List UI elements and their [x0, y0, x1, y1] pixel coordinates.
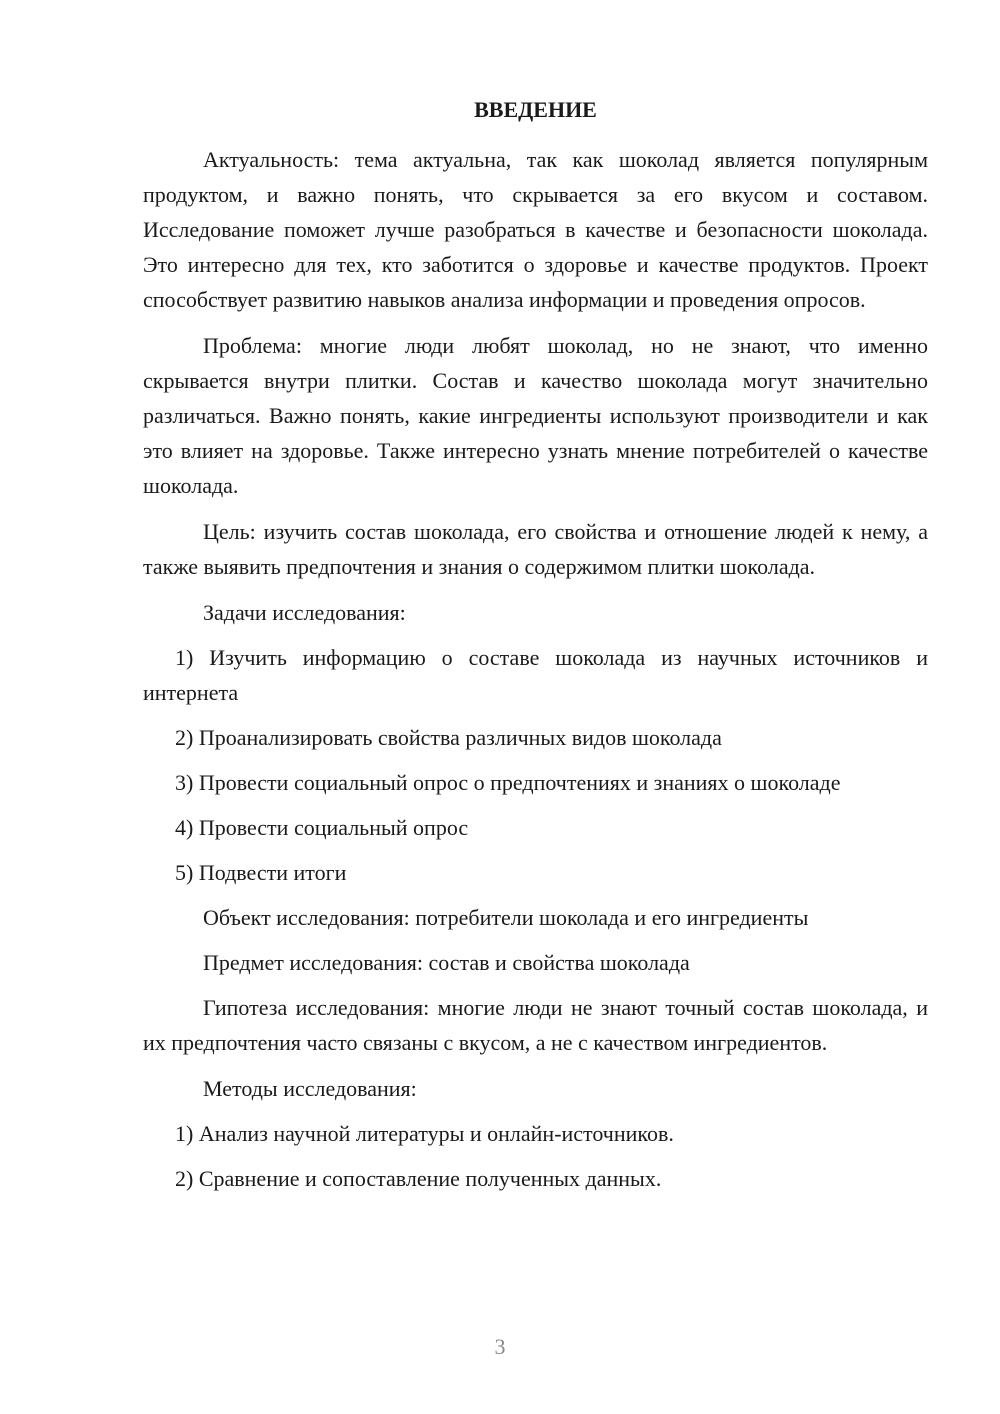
task-item: 3) Провести социальный опрос о предпочтениях и знаниях о шоколаде: [175, 770, 841, 795]
problem-paragraph: Проблема: многие люди любят шоколад, но не знают, что именно скрывается внутри плитки. Состав и качество шоколада могут значительно различаться. Важно понять, какие ингредиенты используют производители и как это влияет на здоровье. Также интересно узнать мнение потребителей о качестве шоколада.: [143, 333, 928, 498]
document-page: [143, 95, 928, 1206]
object-paragraph: Объект исследования: потребители шоколада и его ингредиенты: [203, 905, 809, 930]
task-item: 5) Подвести итоги: [175, 860, 347, 885]
task-item: 4) Провести социальный опрос: [175, 815, 469, 840]
methods-heading: Методы исследования:: [203, 1076, 417, 1101]
task-item: 1) Изучить информацию о составе шоколада из научных источников и интернета: [143, 645, 928, 705]
method-item: 1) Анализ научной литературы и онлайн-источников.: [175, 1121, 674, 1146]
subject-paragraph: Предмет исследования: состав и свойства шоколада: [203, 950, 690, 975]
tasks-heading: Задачи исследования:: [203, 600, 406, 625]
method-item: 2) Сравнение и сопоставление полученных данных.: [175, 1166, 662, 1191]
task-item: 2) Проанализировать свойства различных видов шоколада: [175, 725, 722, 750]
goal-paragraph: Цель: изучить состав шоколада, его свойства и отношение людей к нему, а также выявить предпочтения и знания о содержимом плитки шоколада.: [143, 519, 928, 579]
relevance-paragraph: Актуальность: тема актуальна, так как шоколад является популярным продуктом, и важно понять, что скрывается за его вкусом и составом. Исследование поможет лучше разобраться в качестве и безопасности шоколада. Это интересно для тех, кто заботится о здоровье и качестве продуктов. Проект способствует развитию навыков анализа информации и проведения опросов.: [143, 147, 928, 312]
hypothesis-paragraph: Гипотеза исследования: многие люди не знают точный состав шоколада, и их предпочтения часто связаны с вкусом, а не с качеством ингредиентов.: [143, 995, 928, 1055]
page-number: 3: [494, 1334, 506, 1359]
page-title: ВВЕДЕНИЕ: [474, 97, 597, 122]
